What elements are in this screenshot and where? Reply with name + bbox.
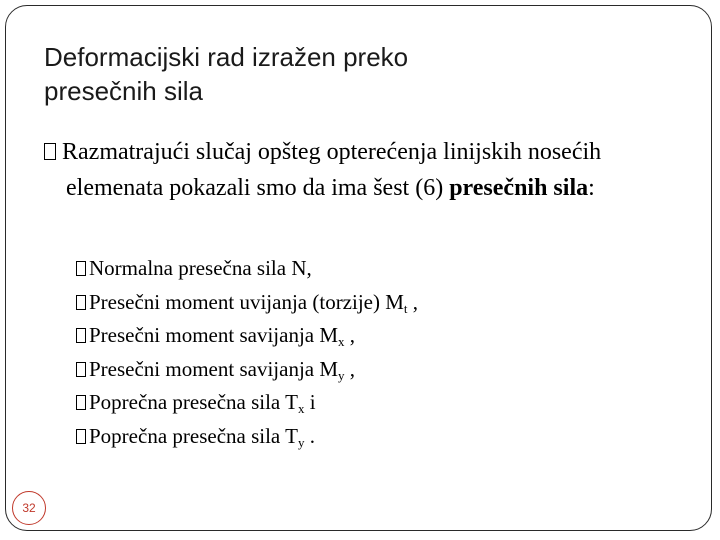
list-item — [76, 386, 676, 420]
bullet-box-icon — [76, 328, 86, 343]
list-item-suffix: i — [304, 390, 316, 414]
list-item-text: Poprečna presečna sila T — [89, 390, 298, 414]
list-item-suffix: . — [304, 423, 315, 448]
list-item-text: Normalna presečna sila N, — [89, 256, 312, 280]
intro-bold-text: presečnih sila — [449, 175, 589, 201]
list-item-suffix: , — [344, 323, 356, 347]
bullet-box-icon — [76, 395, 86, 410]
slide-body — [44, 134, 694, 206]
page-number-badge — [12, 491, 46, 525]
list-item-subscript: y — [338, 367, 345, 383]
force-list — [76, 252, 676, 453]
list-item-text: Presečni moment savijanja M — [89, 323, 339, 347]
list-item-suffix: , — [407, 289, 419, 314]
list-item-subscript: x — [297, 401, 305, 416]
bullet-box-icon — [76, 261, 86, 276]
list-item-subscript: x — [338, 334, 345, 349]
list-item — [76, 286, 676, 320]
bullet-box-icon — [76, 362, 86, 377]
slide-title-line-2: presečnih sila — [44, 76, 203, 106]
list-item-text: Poprečna presečna sila T — [89, 423, 298, 448]
list-item — [76, 420, 676, 454]
bullet-box-icon — [76, 295, 86, 310]
slide-title-line-1: Deformacijski rad izražen preko — [44, 42, 409, 72]
list-item-text: Presečni moment savijanja M — [89, 356, 339, 381]
list-item — [76, 353, 676, 387]
bullet-box-icon — [44, 143, 56, 160]
list-item-suffix: , — [344, 356, 356, 381]
list-item-subscript: t — [403, 300, 408, 316]
list-item — [76, 319, 676, 353]
bullet-box-icon — [76, 429, 86, 444]
list-item-text: Presečni moment uvijanja (torzije) M — [89, 289, 404, 314]
list-item-subscript: y — [297, 434, 305, 450]
intro-end-text: : — [588, 175, 595, 201]
intro-text: Razmatrajući slučaj opšteg opterećenja linijskih nosećih elemenata pokazali smo da ima šest (6) — [62, 139, 602, 201]
slide-title — [44, 40, 644, 108]
list-item — [76, 252, 676, 286]
page-number: 32 — [22, 501, 36, 515]
intro-paragraph — [44, 134, 694, 206]
